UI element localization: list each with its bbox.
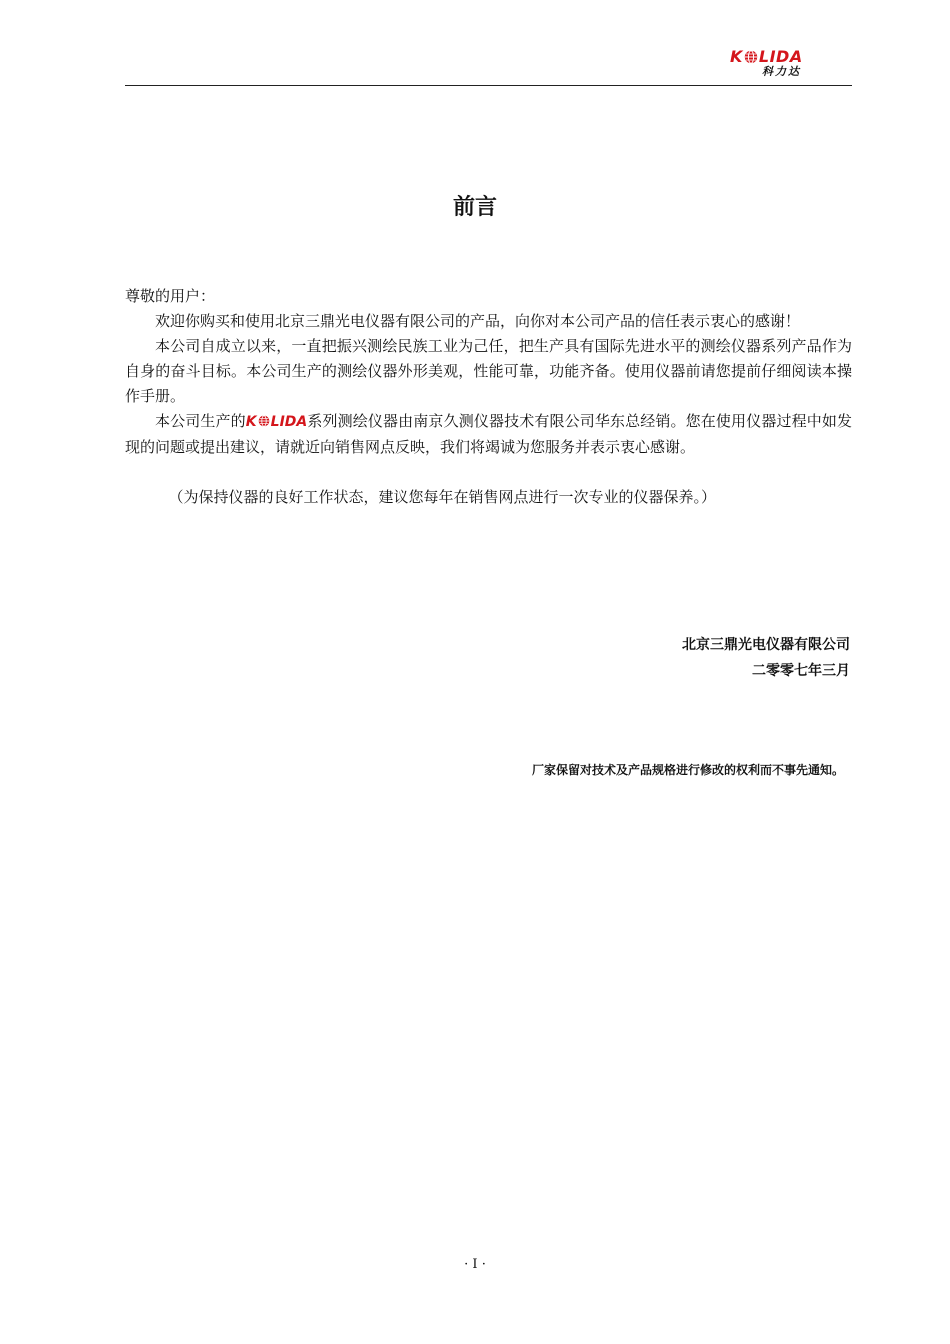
page-title: 前言 — [452, 195, 497, 220]
paragraph-distribution-start: 本公司生产的 — [155, 412, 246, 430]
paragraph-mission: 本公司自成立以来，一直把振兴测绘民族工业为己任，把生产具有国际先进水平的测绘仪器系列产品作为自身的奋斗目标。本公司生产的测绘仪器外形美观，性能可靠，功能齐备。使用仪器前请您提前仔细阅读本操作手册。 — [125, 337, 852, 405]
disclaimer: 厂家保留对技术及产品规格进行修改的权利而不事先通知。 — [531, 763, 844, 777]
inline-logo-prefix: K — [245, 414, 257, 430]
inline-logo-suffix: LIDA — [270, 414, 308, 430]
logo-prefix: K — [730, 47, 743, 66]
document-body — [125, 284, 852, 510]
logo-suffix: LIDA — [758, 47, 803, 66]
paragraph-distribution — [125, 409, 852, 460]
header-divider — [125, 85, 852, 86]
globe-icon — [744, 50, 758, 64]
company-name: 北京三鼎光电仪器有限公司 — [682, 637, 850, 653]
logo-wordmark — [730, 48, 803, 66]
kolida-logo — [730, 48, 816, 82]
logo-subtitle: 科力达 — [762, 65, 801, 78]
inline-kolida-logo — [246, 414, 307, 430]
page-number: · I · — [464, 1257, 486, 1272]
paragraph-distribution-end: 系列测绘仪器由南京久测仪器技术有限公司华东总经销。您在使用仪器过程中如发现的问题或提出建议，请就近向销售网点反映，我们将竭诚为您服务并表示衷心感谢。 — [125, 412, 852, 456]
maintenance-note: （为保持仪器的良好工作状态，建议您每年在销售网点进行一次专业的仪器保养。） — [168, 488, 717, 506]
globe-icon — [258, 415, 270, 427]
signature-block — [682, 632, 850, 684]
signature-date: 二零零七年三月 — [752, 663, 850, 679]
paragraph-welcome: 欢迎你购买和使用北京三鼎光电仪器有限公司的产品，向你对本公司产品的信任表示衷心的感谢！ — [155, 312, 801, 330]
greeting: 尊敬的用户： — [125, 287, 216, 305]
